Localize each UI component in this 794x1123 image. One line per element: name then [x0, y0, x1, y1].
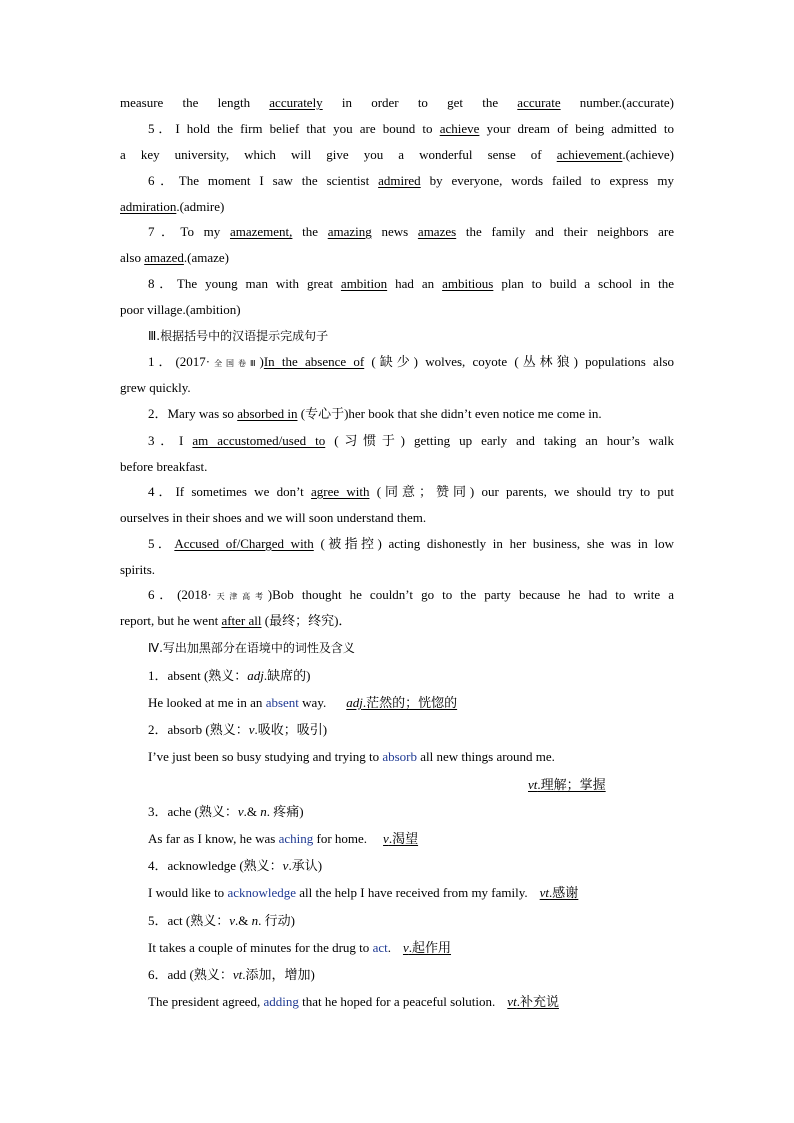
text-span: also [120, 250, 145, 265]
text-span: .渴望 [388, 831, 419, 846]
answer-underlined: agree with [311, 484, 370, 499]
text-line [120, 301, 674, 319]
answer-underlined [528, 777, 606, 792]
text-span: your dream of being admitted to [479, 121, 674, 136]
answer-underlined: absorbed in [237, 406, 298, 421]
text-span: .感谢 [549, 885, 579, 900]
answer-underlined [540, 885, 579, 900]
answer-underlined: Accused of/Charged with [174, 536, 314, 551]
text-span: spirits. [120, 562, 156, 577]
part-of-speech: n [251, 913, 259, 928]
text-span: )Bob thought he couldn’t go to the party because he had to write a [267, 587, 674, 602]
text-span: (专心于)her book that she didn’t even notice me come in. [297, 406, 602, 421]
text-span: .起作用 [408, 940, 452, 955]
text-span: ) [259, 354, 264, 369]
text-span: . 疼痛) [266, 804, 304, 819]
part-of-speech: vt [232, 967, 243, 982]
text-span: measure the length [120, 95, 270, 110]
part-of-speech: v [248, 722, 255, 737]
text-span: .& [235, 913, 252, 928]
text-line [120, 120, 674, 138]
answer-underlined: amazes [417, 224, 457, 239]
highlighted-word: adding [263, 994, 299, 1009]
text-span: 6．(2018· [148, 587, 212, 602]
text-span: before breakfast. [120, 459, 208, 474]
answer-underlined: am accustomed/used to [192, 433, 326, 448]
part-of-speech: v [282, 858, 289, 873]
text-span: .(admire) [176, 199, 225, 214]
text-span: 4．If sometimes we don’t [148, 484, 312, 499]
text-span: that he hoped for a peaceful solution. [298, 994, 496, 1009]
text-span: 8．The young man with great [148, 276, 341, 291]
text-span: 5．act (熟义： [148, 913, 230, 928]
answer-underlined: ambitious [442, 276, 494, 291]
text-span: .茫然的；恍惚的 [362, 695, 458, 710]
text-span: .吸收；吸引) [254, 722, 328, 737]
text-span: .添加，增加) [242, 967, 315, 982]
text-span: number.(accurate) [560, 95, 674, 110]
text-span: (缺少) wolves, coyote (丛林狼) populations also [364, 354, 675, 369]
answer-underlined: accurately [269, 95, 323, 110]
answer [340, 695, 457, 710]
vocab-heading [120, 966, 674, 984]
text-span: 2．Mary was so [148, 406, 238, 421]
text-line [120, 561, 674, 579]
text-span: plan to build a school in the [493, 276, 675, 291]
text-span: (同意；赞同) our parents, we should try to put [369, 484, 674, 499]
text-span: for home. [313, 831, 368, 846]
text-line [120, 458, 674, 476]
text-line [120, 379, 674, 397]
text-span: a key university, which will give you a wonderful sense of [120, 147, 557, 162]
text-line [120, 249, 674, 267]
text-span: 5．I hold the firm belief that you are bound to [148, 121, 440, 136]
answer-underlined: admiration [120, 199, 177, 214]
text-span: the family and their neighbors are [456, 224, 674, 239]
answer-underlined [403, 940, 451, 955]
text-span: (习惯于) getting up early and taking an hour’s walk [325, 433, 674, 448]
text-span: 2．absorb (熟义： [148, 722, 249, 737]
vocab-heading [120, 912, 674, 930]
part-of-speech: vt [539, 885, 550, 900]
text-line [120, 146, 674, 164]
text-span: 1．(2017· [148, 354, 211, 369]
text-span: It takes a couple of minutes for the drug to [148, 940, 373, 955]
text-span: 6．The moment I saw the scientist [148, 173, 379, 188]
text-span: .(amaze) [183, 250, 230, 265]
text-span: ourselves in their shoes and we will soon understand them. [120, 510, 427, 525]
highlighted-word: act [372, 940, 388, 955]
part-of-speech: adj [346, 695, 363, 710]
text-span: in order to get the [322, 95, 518, 110]
text-line [120, 172, 674, 190]
answer-underlined: after all [221, 613, 262, 628]
answer-underlined: amazing [327, 224, 372, 239]
answer-underlined: accurate [517, 95, 561, 110]
part-of-speech: vt [507, 994, 517, 1009]
vocab-sentence [120, 748, 674, 766]
text-span: poor village.(ambition) [120, 302, 241, 317]
part-of-speech: vt [528, 777, 538, 792]
text-span: 3．I [148, 433, 193, 448]
text-line [120, 198, 674, 216]
vocab-sentence [120, 993, 674, 1011]
text-line [120, 535, 674, 553]
part-of-speech: v [383, 831, 389, 846]
part-of-speech: v [237, 804, 244, 819]
part-of-speech: v [229, 913, 236, 928]
text-line [120, 612, 674, 630]
vocab-answer [528, 776, 674, 794]
text-span: 天津高考 [211, 592, 268, 601]
text-span: He looked at me in an [148, 695, 266, 710]
text-span: 6．add (熟义： [148, 967, 233, 982]
part-of-speech: v [402, 940, 409, 955]
highlighted-word: acknowledge [227, 885, 297, 900]
vocab-sentence [120, 939, 674, 957]
answer-underlined [507, 994, 559, 1009]
answer-underlined: admired [378, 173, 421, 188]
text-span: 4．acknowledge (熟义： [148, 858, 283, 873]
text-span: .理解；掌握 [537, 777, 606, 792]
text-span: news [371, 224, 418, 239]
text-span: had an [387, 276, 443, 291]
text-span: The president agreed, [148, 994, 264, 1009]
answer-underlined: amazed [144, 250, 184, 265]
part-of-speech: adj [247, 668, 264, 683]
text-line [120, 405, 674, 423]
answer-underlined: ambition [340, 276, 388, 291]
text-span: As far as I know, he was [148, 831, 279, 846]
highlighted-word: absent [265, 695, 299, 710]
text-span: way. [298, 695, 327, 710]
text-span: 全国卷Ⅲ [210, 359, 260, 368]
text-span: grew quickly. [120, 380, 191, 395]
text-span: by everyone, words failed to express my [420, 173, 674, 188]
vocab-heading [120, 667, 674, 685]
vocab-heading [120, 857, 674, 875]
answer-underlined [379, 831, 418, 846]
highlighted-word: absorb [382, 749, 418, 764]
text-span: 7．To my [148, 224, 230, 239]
text-span: the [292, 224, 328, 239]
vocab-sentence [120, 694, 674, 712]
text-span: .(achieve) [622, 147, 674, 162]
text-span: 3．ache (熟义： [148, 804, 238, 819]
text-span: all the help I have received from my family. [296, 885, 528, 900]
text-span: (最终；终究)． [261, 613, 352, 628]
text-line [120, 223, 674, 241]
answer-underlined: achievement [556, 147, 623, 162]
answer-underlined: achieve [439, 121, 480, 136]
vocab-sentence [120, 884, 674, 902]
vocab-heading [120, 721, 674, 739]
text-span: . 行动) [258, 913, 295, 928]
text-line [120, 586, 674, 606]
answer-underlined: amazement, [229, 224, 293, 239]
answer-underlined: In the absence of [263, 354, 365, 369]
text-span: .补充说 [516, 994, 559, 1009]
text-span: .缺席的) [263, 668, 311, 683]
text-line [120, 353, 674, 373]
text-line [120, 94, 674, 112]
text-span: all new things around me. [417, 749, 555, 764]
text-span: .& [243, 804, 261, 819]
vocab-heading [120, 803, 674, 821]
text-span: (被指控) acting dishonestly in her business, she was in low [313, 536, 674, 551]
text-line [120, 483, 674, 501]
text-span: 1．absent (熟义： [148, 668, 248, 683]
highlighted-word: aching [278, 831, 314, 846]
text-span: report, but he went [120, 613, 222, 628]
text-line [120, 432, 674, 450]
text-span: I would like to [148, 885, 228, 900]
section-heading: Ⅲ.根据括号中的汉语提示完成句子 [148, 329, 329, 343]
section-heading: Ⅳ.写出加黑部分在语境中的词性及含义 [148, 641, 355, 655]
text-span: .承认) [288, 858, 323, 873]
text-span: 5． [148, 536, 175, 551]
vocab-sentence [120, 830, 674, 848]
text-line [120, 275, 674, 293]
part-of-speech: n [260, 804, 267, 819]
text-line [120, 509, 674, 527]
text-span: I’ve just been so busy studying and trying to [148, 749, 383, 764]
text-span: . [387, 940, 391, 955]
